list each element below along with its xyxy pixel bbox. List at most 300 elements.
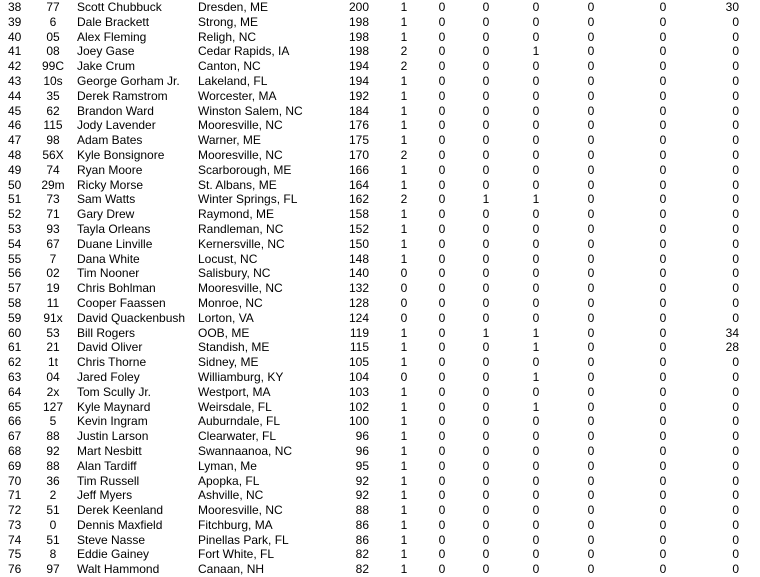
wins-cell: 0 — [438, 177, 446, 192]
dnf-cell: 0 — [587, 88, 595, 103]
position-cell: 64 — [8, 384, 22, 399]
starts-cell: 1 — [400, 73, 408, 88]
position-cell: 67 — [8, 429, 22, 444]
position-cell: 54 — [8, 236, 22, 251]
table-row — [0, 44, 760, 59]
starts-cell: 1 — [400, 221, 408, 236]
car-number-cell: 73 — [46, 192, 60, 207]
poles-cell: 0 — [659, 488, 667, 503]
top5-cell: 0 — [482, 133, 490, 148]
wins-cell: 0 — [438, 429, 446, 444]
points-cell: 92 — [355, 488, 369, 503]
table-row — [0, 104, 760, 119]
hometown-cell: Canaan, NH — [198, 562, 265, 577]
wins-cell: 0 — [438, 59, 446, 74]
position-cell: 75 — [8, 547, 22, 562]
wins-cell: 0 — [438, 414, 446, 429]
car-number-cell: 88 — [46, 429, 60, 444]
position-cell: 56 — [8, 266, 22, 281]
top5-cell: 0 — [482, 88, 490, 103]
starts-cell: 2 — [400, 192, 408, 207]
position-cell: 57 — [8, 281, 22, 296]
points-cell: 86 — [355, 532, 369, 547]
dnf-cell: 0 — [587, 547, 595, 562]
table-row — [0, 503, 760, 518]
top5-cell: 0 — [482, 118, 490, 133]
poles-cell: 0 — [659, 73, 667, 88]
table-row — [0, 89, 760, 104]
car-number-cell: 127 — [42, 399, 64, 414]
laps-led-cell: 0 — [732, 221, 739, 236]
car-number-cell: 21 — [46, 340, 60, 355]
top5-cell: 0 — [482, 221, 490, 236]
top5-cell: 0 — [482, 443, 490, 458]
dnf-cell: 0 — [587, 310, 595, 325]
points-cell: 175 — [348, 133, 369, 148]
driver-name-cell: Jake Crum — [77, 59, 136, 74]
dnf-cell: 0 — [587, 0, 595, 14]
dnf-cell: 0 — [587, 281, 595, 296]
points-cell: 150 — [348, 236, 369, 251]
starts-cell: 1 — [400, 517, 408, 532]
poles-cell: 0 — [659, 192, 667, 207]
hometown-cell: Mooresville, NC — [198, 118, 283, 133]
wins-cell: 0 — [438, 488, 446, 503]
starts-cell: 1 — [400, 162, 408, 177]
laps-led-cell: 0 — [732, 177, 739, 192]
points-cell: 194 — [348, 73, 369, 88]
car-number-cell: 97 — [46, 562, 60, 577]
table-row — [0, 178, 760, 193]
top10-cell: 0 — [532, 236, 540, 251]
driver-name-cell: Joey Gase — [77, 44, 135, 59]
top10-cell: 0 — [532, 88, 540, 103]
points-cell: 166 — [348, 162, 369, 177]
dnf-cell: 0 — [587, 399, 595, 414]
dnf-cell: 0 — [587, 384, 595, 399]
laps-led-cell: 0 — [732, 429, 739, 444]
wins-cell: 0 — [438, 118, 446, 133]
laps-led-cell: 0 — [732, 14, 739, 29]
points-cell: 158 — [348, 207, 369, 222]
table-row — [0, 237, 760, 252]
table-row — [0, 252, 760, 267]
hometown-cell: Locust, NC — [198, 251, 258, 266]
dnf-cell: 0 — [587, 251, 595, 266]
top10-cell: 0 — [532, 73, 540, 88]
points-cell: 96 — [355, 429, 369, 444]
wins-cell: 0 — [438, 384, 446, 399]
top5-cell: 0 — [482, 473, 490, 488]
hometown-cell: Weirsdale, FL — [198, 399, 272, 414]
top10-cell: 1 — [532, 192, 540, 207]
poles-cell: 0 — [659, 310, 667, 325]
points-cell: 192 — [348, 88, 369, 103]
dnf-cell: 0 — [587, 443, 595, 458]
dnf-cell: 0 — [587, 118, 595, 133]
laps-led-cell: 0 — [732, 162, 739, 177]
points-cell: 170 — [348, 147, 369, 162]
starts-cell: 1 — [400, 532, 408, 547]
dnf-cell: 0 — [587, 133, 595, 148]
poles-cell: 0 — [659, 266, 667, 281]
table-row — [0, 340, 760, 355]
top10-cell: 0 — [532, 14, 540, 29]
dnf-cell: 0 — [587, 207, 595, 222]
hometown-cell: Strong, ME — [198, 14, 259, 29]
hometown-cell: Salisbury, NC — [198, 266, 271, 281]
laps-led-cell: 0 — [732, 473, 739, 488]
top5-cell: 0 — [482, 355, 490, 370]
laps-led-cell: 0 — [732, 44, 739, 59]
car-number-cell: 8 — [49, 547, 57, 562]
hometown-cell: Kernersville, NC — [198, 236, 285, 251]
poles-cell: 0 — [659, 103, 667, 118]
starts-cell: 1 — [400, 0, 408, 14]
table-row — [0, 0, 760, 15]
dnf-cell: 0 — [587, 369, 595, 384]
wins-cell: 0 — [438, 503, 446, 518]
poles-cell: 0 — [659, 517, 667, 532]
position-cell: 44 — [8, 88, 22, 103]
top5-cell: 0 — [482, 384, 490, 399]
position-cell: 76 — [8, 562, 22, 577]
car-number-cell: 36 — [46, 473, 60, 488]
car-number-cell: 11 — [46, 295, 60, 310]
hometown-cell: Religh, NC — [198, 29, 257, 44]
top5-cell: 0 — [482, 488, 490, 503]
starts-cell: 1 — [400, 88, 408, 103]
driver-name-cell: Jeff Myers — [77, 488, 133, 503]
top5-cell: 0 — [482, 0, 490, 14]
top10-cell: 0 — [532, 547, 540, 562]
poles-cell: 0 — [659, 384, 667, 399]
laps-led-cell: 34 — [725, 325, 739, 340]
wins-cell: 0 — [438, 14, 446, 29]
table-row — [0, 296, 760, 311]
table-row — [0, 15, 760, 30]
laps-led-cell: 0 — [732, 488, 739, 503]
points-cell: 88 — [355, 503, 369, 518]
starts-cell: 1 — [400, 236, 408, 251]
hometown-cell: Ashville, NC — [198, 488, 264, 503]
car-number-cell: 99C — [41, 59, 64, 74]
dnf-cell: 0 — [587, 517, 595, 532]
hometown-cell: Lyman, Me — [198, 458, 257, 473]
wins-cell: 0 — [438, 325, 446, 340]
points-cell: 128 — [348, 295, 369, 310]
starts-cell: 0 — [400, 310, 408, 325]
top10-cell: 0 — [532, 473, 540, 488]
starts-cell: 1 — [400, 399, 408, 414]
poles-cell: 0 — [659, 295, 667, 310]
table-row — [0, 266, 760, 281]
laps-led-cell: 0 — [732, 251, 739, 266]
driver-name-cell: Dana White — [77, 251, 140, 266]
starts-cell: 1 — [400, 488, 408, 503]
table-row — [0, 488, 760, 503]
dnf-cell: 0 — [587, 29, 595, 44]
poles-cell: 0 — [659, 251, 667, 266]
driver-name-cell: Kyle Bonsignore — [77, 147, 165, 162]
poles-cell: 0 — [659, 29, 667, 44]
laps-led-cell: 0 — [732, 133, 739, 148]
position-cell: 51 — [8, 192, 22, 207]
table-row — [0, 311, 760, 326]
top5-cell: 0 — [482, 266, 490, 281]
points-cell: 198 — [348, 29, 369, 44]
hometown-cell: Swannaanoa, NC — [198, 443, 293, 458]
points-cell: 82 — [355, 547, 369, 562]
hometown-cell: Scarborough, ME — [198, 162, 292, 177]
points-cell: 198 — [348, 14, 369, 29]
wins-cell: 0 — [438, 44, 446, 59]
laps-led-cell: 0 — [732, 88, 739, 103]
top5-cell: 0 — [482, 236, 490, 251]
laps-led-cell: 0 — [732, 59, 739, 74]
starts-cell: 1 — [400, 251, 408, 266]
driver-name-cell: Mart Nesbitt — [77, 443, 142, 458]
starts-cell: 1 — [400, 118, 408, 133]
top5-cell: 0 — [482, 207, 490, 222]
position-cell: 43 — [8, 73, 22, 88]
driver-name-cell: Duane Linville — [77, 236, 153, 251]
top5-cell: 0 — [482, 562, 490, 577]
top5-cell: 0 — [482, 310, 490, 325]
position-cell: 40 — [8, 29, 22, 44]
top5-cell: 0 — [482, 73, 490, 88]
wins-cell: 0 — [438, 473, 446, 488]
position-cell: 45 — [8, 103, 22, 118]
dnf-cell: 0 — [587, 473, 595, 488]
position-cell: 52 — [8, 207, 22, 222]
poles-cell: 0 — [659, 236, 667, 251]
poles-cell: 0 — [659, 414, 667, 429]
points-cell: 124 — [348, 310, 369, 325]
table-row — [0, 562, 760, 577]
position-cell: 41 — [8, 44, 22, 59]
top5-cell: 0 — [482, 340, 490, 355]
driver-name-cell: Chris Thorne — [77, 355, 147, 370]
top10-cell: 0 — [532, 0, 540, 14]
table-row — [0, 133, 760, 148]
table-row — [0, 429, 760, 444]
wins-cell: 0 — [438, 547, 446, 562]
table-row — [0, 370, 760, 385]
car-number-cell: 88 — [46, 458, 60, 473]
position-cell: 39 — [8, 14, 22, 29]
position-cell: 55 — [8, 251, 22, 266]
wins-cell: 0 — [438, 133, 446, 148]
wins-cell: 0 — [438, 221, 446, 236]
wins-cell: 0 — [438, 517, 446, 532]
driver-name-cell: Dennis Maxfield — [77, 517, 163, 532]
top5-cell: 0 — [482, 517, 490, 532]
hometown-cell: Westport, MA — [198, 384, 271, 399]
car-number-cell: 115 — [43, 118, 63, 133]
table-row — [0, 459, 760, 474]
laps-led-cell: 0 — [732, 207, 739, 222]
driver-name-cell: Kevin Ingram — [77, 414, 148, 429]
points-cell: 200 — [348, 0, 369, 14]
table-row — [0, 74, 760, 89]
wins-cell: 0 — [438, 88, 446, 103]
points-cell: 105 — [348, 355, 369, 370]
hometown-cell: Raymond, ME — [198, 207, 275, 222]
table-row — [0, 400, 760, 415]
starts-cell: 2 — [400, 147, 408, 162]
points-cell: 152 — [348, 221, 369, 236]
car-number-cell: 29m — [41, 177, 65, 192]
car-number-cell: 56X — [42, 147, 64, 162]
driver-name-cell: Jody Lavender — [77, 118, 156, 133]
car-number-cell: 10s — [43, 73, 63, 88]
starts-cell: 0 — [400, 281, 408, 296]
wins-cell: 0 — [438, 73, 446, 88]
poles-cell: 0 — [659, 562, 667, 577]
laps-led-cell: 0 — [732, 236, 739, 251]
dnf-cell: 0 — [587, 532, 595, 547]
top5-cell: 0 — [482, 532, 490, 547]
wins-cell: 0 — [438, 207, 446, 222]
top10-cell: 1 — [532, 340, 540, 355]
driver-name-cell: Tayla Orleans — [77, 221, 151, 236]
hometown-cell: Fitchburg, MA — [198, 517, 273, 532]
poles-cell: 0 — [659, 458, 667, 473]
wins-cell: 0 — [438, 162, 446, 177]
hometown-cell: Canton, NC — [198, 59, 261, 74]
top10-cell: 0 — [532, 458, 540, 473]
top10-cell: 0 — [532, 29, 540, 44]
poles-cell: 0 — [659, 221, 667, 236]
points-cell: 164 — [348, 177, 369, 192]
poles-cell: 0 — [659, 429, 667, 444]
dnf-cell: 0 — [587, 266, 595, 281]
driver-name-cell: Brandon Ward — [77, 103, 154, 118]
driver-name-cell: Justin Larson — [77, 429, 149, 444]
top10-cell: 0 — [532, 147, 540, 162]
points-cell: 140 — [348, 266, 369, 281]
driver-name-cell: Jared Foley — [77, 369, 140, 384]
top5-cell: 0 — [482, 59, 490, 74]
wins-cell: 0 — [438, 458, 446, 473]
wins-cell: 0 — [438, 532, 446, 547]
wins-cell: 0 — [438, 147, 446, 162]
hometown-cell: Clearwater, FL — [198, 429, 277, 444]
top10-cell: 0 — [532, 503, 540, 518]
starts-cell: 1 — [400, 133, 408, 148]
poles-cell: 0 — [659, 532, 667, 547]
wins-cell: 0 — [438, 103, 446, 118]
dnf-cell: 0 — [587, 488, 595, 503]
top10-cell: 0 — [532, 310, 540, 325]
laps-led-cell: 0 — [732, 103, 739, 118]
poles-cell: 0 — [659, 503, 667, 518]
laps-led-cell: 0 — [732, 443, 739, 458]
top5-cell: 1 — [482, 325, 490, 340]
top5-cell: 0 — [482, 399, 490, 414]
dnf-cell: 0 — [587, 429, 595, 444]
points-cell: 132 — [348, 281, 369, 296]
laps-led-cell: 0 — [732, 29, 739, 44]
car-number-cell: 08 — [46, 44, 60, 59]
points-cell: 86 — [355, 517, 369, 532]
position-cell: 47 — [8, 133, 22, 148]
hometown-cell: Lakeland, FL — [198, 73, 268, 88]
car-number-cell: 91x — [43, 310, 63, 325]
points-cell: 115 — [349, 340, 369, 355]
top5-cell: 0 — [482, 369, 490, 384]
position-cell: 71 — [8, 488, 22, 503]
position-cell: 49 — [8, 162, 22, 177]
top10-cell: 0 — [532, 133, 540, 148]
wins-cell: 0 — [438, 192, 446, 207]
poles-cell: 0 — [659, 162, 667, 177]
points-cell: 100 — [348, 414, 369, 429]
hometown-cell: Warner, ME — [198, 133, 261, 148]
laps-led-cell: 0 — [732, 503, 739, 518]
starts-cell: 1 — [400, 429, 408, 444]
laps-led-cell: 28 — [725, 340, 739, 355]
table-row — [0, 474, 760, 489]
driver-name-cell: Walt Hammond — [77, 562, 160, 577]
driver-name-cell: George Gorham Jr. — [77, 73, 180, 88]
dnf-cell: 0 — [587, 162, 595, 177]
poles-cell: 0 — [659, 14, 667, 29]
wins-cell: 0 — [438, 251, 446, 266]
top10-cell: 0 — [532, 355, 540, 370]
poles-cell: 0 — [659, 443, 667, 458]
driver-name-cell: Tom Scully Jr. — [77, 384, 152, 399]
car-number-cell: 53 — [46, 325, 60, 340]
hometown-cell: Worcester, MA — [198, 88, 277, 103]
starts-cell: 1 — [400, 340, 408, 355]
poles-cell: 0 — [659, 59, 667, 74]
top5-cell: 0 — [482, 162, 490, 177]
top10-cell: 1 — [532, 44, 540, 59]
laps-led-cell: 0 — [732, 310, 739, 325]
poles-cell: 0 — [659, 44, 667, 59]
driver-name-cell: Scott Chubbuck — [77, 0, 162, 14]
top10-cell: 0 — [532, 429, 540, 444]
top5-cell: 0 — [482, 281, 490, 296]
top10-cell: 1 — [532, 369, 540, 384]
driver-name-cell: Kyle Maynard — [77, 399, 151, 414]
laps-led-cell: 0 — [732, 147, 739, 162]
driver-name-cell: Tim Russell — [77, 473, 140, 488]
table-row — [0, 518, 760, 533]
laps-led-cell: 0 — [732, 562, 739, 577]
laps-led-cell: 0 — [732, 414, 739, 429]
points-cell: 82 — [355, 562, 369, 577]
driver-name-cell: Bill Rogers — [77, 325, 136, 340]
car-number-cell: 19 — [46, 281, 60, 296]
top5-cell: 0 — [482, 103, 490, 118]
car-number-cell: 51 — [46, 503, 60, 518]
top5-cell: 0 — [482, 547, 490, 562]
top10-cell: 0 — [532, 59, 540, 74]
wins-cell: 0 — [438, 236, 446, 251]
driver-name-cell: Tim Nooner — [77, 266, 140, 281]
poles-cell: 0 — [659, 177, 667, 192]
hometown-cell: Standish, ME — [198, 340, 270, 355]
dnf-cell: 0 — [587, 192, 595, 207]
top5-cell: 0 — [482, 44, 490, 59]
laps-led-cell: 0 — [732, 384, 739, 399]
starts-cell: 2 — [400, 44, 408, 59]
laps-led-cell: 0 — [732, 295, 739, 310]
position-cell: 74 — [8, 532, 22, 547]
